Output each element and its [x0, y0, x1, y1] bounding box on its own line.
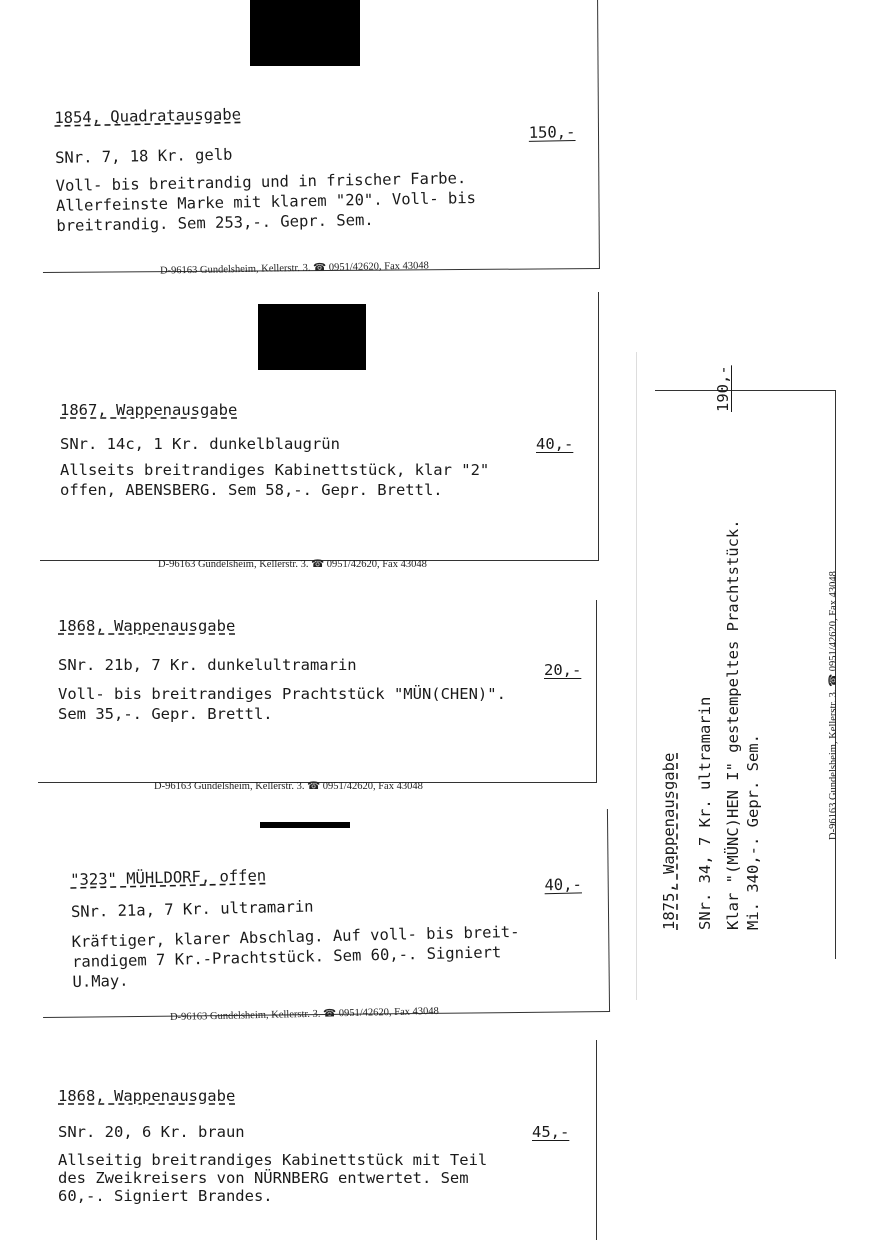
lot-description-line: offen, ABENSBERG. Sem 58,-. Gepr. Brettl. [60, 481, 443, 499]
lot-item: SNr. 21b, 7 Kr. dunkelultramarin [58, 656, 357, 674]
lot-description-line: Sem 35,-. Gepr. Brettl. [58, 705, 273, 723]
lot-description-line: Allseitig breitrandiges Kabinettstück mit Teil [58, 1151, 488, 1169]
lot-description-line: Voll- bis breitrandig und in frischer Farbe. [55, 169, 467, 195]
lot-item: SNr. 20, 6 Kr. braun [58, 1123, 245, 1141]
lot-price: 20,- [544, 661, 582, 679]
lot-card-4 [34, 812, 640, 1032]
lot-price: 40,- [536, 435, 574, 453]
lot-card-2 [28, 292, 628, 580]
lot-item: SNr. 21a, 7 Kr. ultramarin [70, 897, 314, 921]
dealer-address: D-96163 Gundelsheim, Kellerstr. 3. ☎ 0951/42620, Fax 43048 [158, 559, 427, 570]
lot-description-line: randigem 7 Kr.-Prachtstück. Sem 60,-. Signiert [71, 943, 502, 971]
lot-description-line: Mi. 340,-. Gepr. Sem. [744, 734, 762, 930]
card-frame [40, 292, 599, 561]
lot-heading: 1868, Wappenausgabe [58, 617, 236, 635]
lot-item: SNr. 7, 18 Kr. gelb [54, 145, 233, 167]
lot-description-line: des Zweikreisers von NÜRNBERG entwertet. Sem [58, 1169, 469, 1187]
lot-heading: 1867, Wappenausgabe [60, 401, 238, 419]
lot-heading: 1875, Wappenausgabe [660, 752, 678, 930]
dealer-address: D-96163 Gundelsheim, Kellerstr. 3. ☎ 0951/42620, Fax 43048 [828, 571, 839, 840]
lot-card-3 [28, 600, 628, 800]
lot-description-line: U.May. [72, 971, 129, 991]
dealer-address: D-96163 Gundelsheim, Kellerstr. 3. ☎ 0951/42620, Fax 43048 [159, 260, 429, 277]
lot-description-line: Allseits breitrandiges Kabinettstück, klar "2" [60, 461, 490, 479]
lot-description-line: 60,-. Signiert Brandes. [58, 1187, 273, 1205]
lot-card-6 [636, 352, 881, 1000]
lot-price: 45,- [532, 1123, 570, 1141]
lot-item: SNr. 34, 7 Kr. ultramarin [696, 696, 714, 930]
lot-heading: "323" MÜHLDORF, offen [70, 866, 267, 889]
lot-description-line: breitrandig. Sem 253,-. Gepr. Sem. [56, 210, 374, 235]
lot-description-line: Kräftiger, klarer Abschlag. Auf voll- bis breit- [71, 922, 520, 951]
dealer-address: D-96163 Gundelsheim, Kellerstr. 3. ☎ 0951/42620, Fax 43048 [154, 781, 423, 792]
lot-price: 150,- [528, 122, 576, 142]
lot-heading: 1854, Quadratausgabe [54, 105, 242, 127]
lot-card-1 [30, 0, 642, 288]
lot-description-line: Allerfeinste Marke mit klarem "20". Voll- bis [55, 188, 477, 215]
lot-card-5 [30, 1044, 620, 1204]
lot-description-line: Klar "(MÜNC)HEN I" gestempeltes Prachtstück. [724, 519, 742, 930]
lot-price: 40,- [544, 875, 582, 895]
lot-description-line: Voll- bis breitrandiges Prachtstück "MÜN(CHEN)". [58, 685, 506, 703]
lot-item: SNr. 14c, 1 Kr. dunkelblaugrün [60, 435, 340, 453]
lot-price: 190,- [714, 365, 732, 412]
dealer-address: D-96163 Gundelsheim, Kellerstr. 3. ☎ 0951/42620, Fax 43048 [169, 1005, 439, 1024]
lot-heading: 1868, Wappenausgabe [58, 1087, 236, 1105]
